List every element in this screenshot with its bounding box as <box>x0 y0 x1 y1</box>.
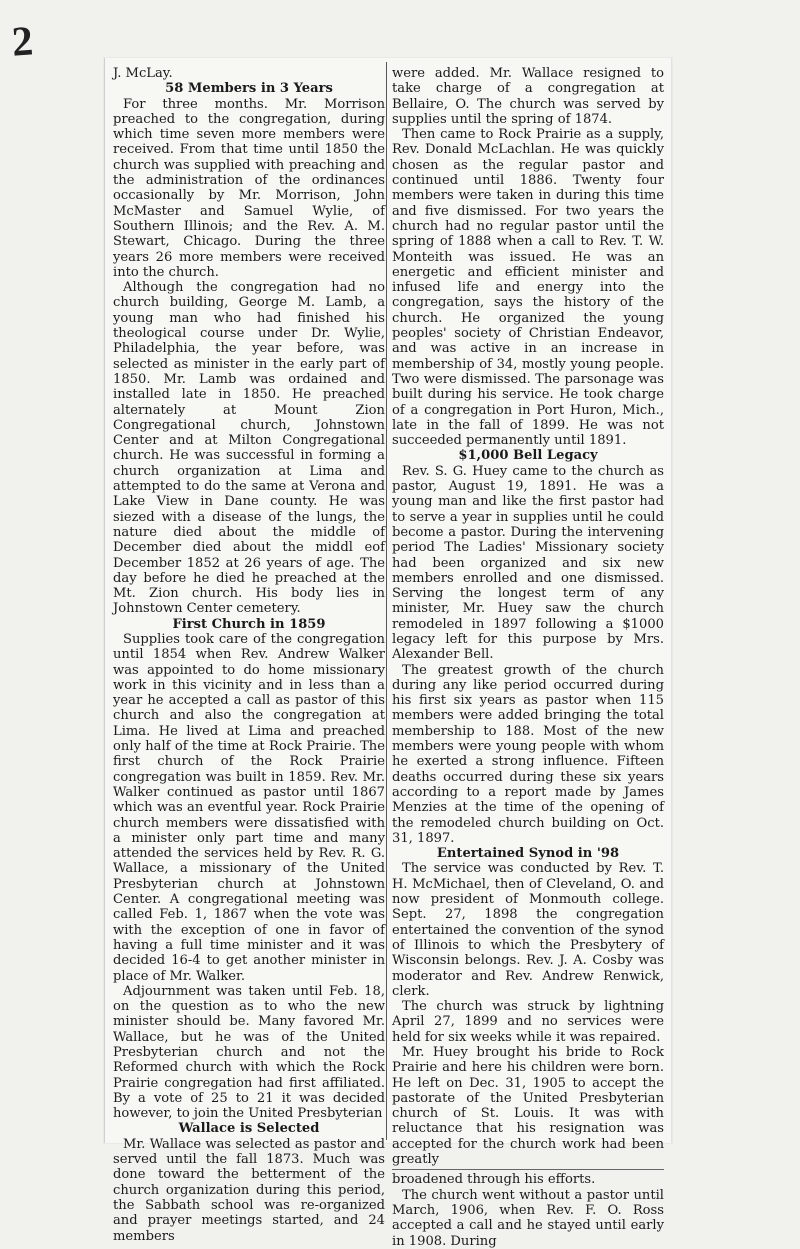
section-heading: 58 Members in 3 Years <box>165 81 333 97</box>
paragraph: For three months. Mr. Morrison preached to the congregation, during which time seven more members were received. From that time until 1850 the church was supplied with preaching and the administration of the ordinances occasionally by Mr. Morrison, John McMaster and Samuel Wylie, of Southern Illinois; and the Rev. A. M. Stewart, Chicago. During the three years 26 more members were received into the church. <box>113 96 385 280</box>
paragraph: Then came to Rock Prairie as a supply, Rev. Donald McLachlan. He was quickly chosen as the regular pastor and continued until 1886. Twenty four members were taken in during this time and five dismissed. For two years the church had no regular pastor until the spring of 1888 when a call to Rev. T. W. Monteith was issued. He was an energetic and efficient minister and infused life and energy into the congregation, says the history of the church. He organized the young peoples' society of Christian Endeavor, and was active in an increase in membership of 34, mostly young people. Two were dismissed. The parsonage was built during his service. He took charge of a congregation in Port Huron, Mich., late in the fall of 1899. He was not succeeded permanently until 1891. <box>392 127 664 449</box>
section-heading: First Church in 1859 <box>172 616 326 632</box>
paragraph: Supplies took care of the congregation until 1854 when Rev. Andrew Walker was appointed to do home missionary work in this vicinity and in less than a year he accepted a call as pastor of this church and also the congregation at Lima. He lived at Lima and preached only half of the time at Rock Prairie. The first church of the Rock Prairie congregation was built in 1859. Rev. Mr. Walker continued as pastor until 1867 which was an eventful year. Rock Prairie church members were dissatisfied with a minister only part time and many attended the services held by Rev. R. G. Wallace, a missionary of the United Presbyterian church at Johnstown Center. A congregational meeting was called Feb. 1, 1867 when the vote was with the exception of one in favor of having a full time minister and it was decided 16-4 to get another minister in place of Mr. Walker. <box>113 631 385 984</box>
newspaper-clipping <box>104 58 672 1249</box>
paragraph: The church went without a pastor until March, 1906, when Rev. F. O. Ross accepted a call and he stayed until early in 1908. During <box>392 1187 664 1249</box>
paragraph: broadened through his efforts. <box>392 1172 596 1188</box>
paragraph: Adjournment was taken until Feb. 18, on the question as to who the new minister should be. Many favored Mr. Wallace, but he was of the United Presbyterian church and not the Reformed church with which the Rock Prairie congregation had first affiliated. By a vote of 25 to 21 it was decided however, to join the United Presbyterian <box>113 983 385 1122</box>
section-heading: Entertained Synod in '98 <box>436 846 620 862</box>
paragraph: The greatest growth of the church during any like period occurred during his first six years as pastor when 115 members were added bringing the total membership to 188. Most of the new members were young people with whom he exerted a strong influence. Fifteen deaths occurred during these six years according to a report made by James Menzies at the time of the opening of the remodeled church building on Oct. 31, 1897. <box>392 662 664 846</box>
paragraph: The service was conducted by Rev. T. H. McMichael, then of Cleveland, O. and now president of Monmouth college. Sept. 27, 1898 the congregation entertained the convention of the synod of Illinois to which the Presbytery of Wisconsin belongs. Rev. J. A. Cosby was moderator and Rev. Andrew Renwick, clerk. <box>392 861 664 999</box>
paragraph: Rev. S. G. Huey came to the church as pastor, August 19, 1891. He was a young man and like the first pastor had to serve a year in supplies until he could become a pastor. During the intervening period The Ladies' Missionary society had been organized and six new members enrolled and one dismissed. Serving the longest term of any minister, Mr. Huey saw the church remodeled in 1897 following a $1000 legacy left for this purpose by Mrs. Alexander Bell. <box>392 463 664 663</box>
right-column <box>392 66 664 1249</box>
clipping-cut-line <box>392 1169 664 1170</box>
paragraph: Although the congregation had no church building, George M. Lamb, a young man who had finished his theological course under Dr. Wylie, Philadelphia, the year before, was selected as minister in the early part of 1850. Mr. Lamb was ordained and installed late in 1850. He preached alternately at Mount Zion Congregational church, Johnstown Center and at Milton Congregational church. He was successful in forming a church organization at Lima and attempted to do the same at Verona and Lake View in Dane county. He was siezed with a disease of the lungs, the nature died about the middle of December died about the middl eof December 1852 at 26 years of age. The day before he died he preached at the Mt. Zion church. His body lies in Johnstown Center cemetery. <box>113 280 385 617</box>
section-heading: $1,000 Bell Legacy <box>458 448 598 464</box>
page-number: 2 <box>10 18 35 66</box>
top-line: J. McLay. <box>113 66 173 81</box>
paragraph: were added. Mr. Wallace resigned to take charge of a congregation at Bellaire, O. The church was served by supplies until the spring of 1874. <box>392 66 664 127</box>
paragraph: The church was struck by lightning April 27, 1899 and no services were held for six weeks while it was repaired. <box>392 999 664 1045</box>
paragraph: Mr. Wallace was selected as pastor and served until the fall 1873. Much was done toward the betterment of the church organization during this period, the Sabbath school was re-organized and prayer meetings started, and 24 members <box>113 1136 385 1244</box>
section-heading: Wallace is Selected <box>178 1121 320 1137</box>
left-column <box>113 66 385 1244</box>
paragraph: Mr. Huey brought his bride to Rock Prairie and here his children were born. He left on Dec. 31, 1905 to accept the pastorate of the United Presbyterian church of St. Louis. It was with reluctance that his resignation was accepted for the church work had been greatly <box>392 1045 664 1168</box>
column-divider <box>386 62 387 1140</box>
